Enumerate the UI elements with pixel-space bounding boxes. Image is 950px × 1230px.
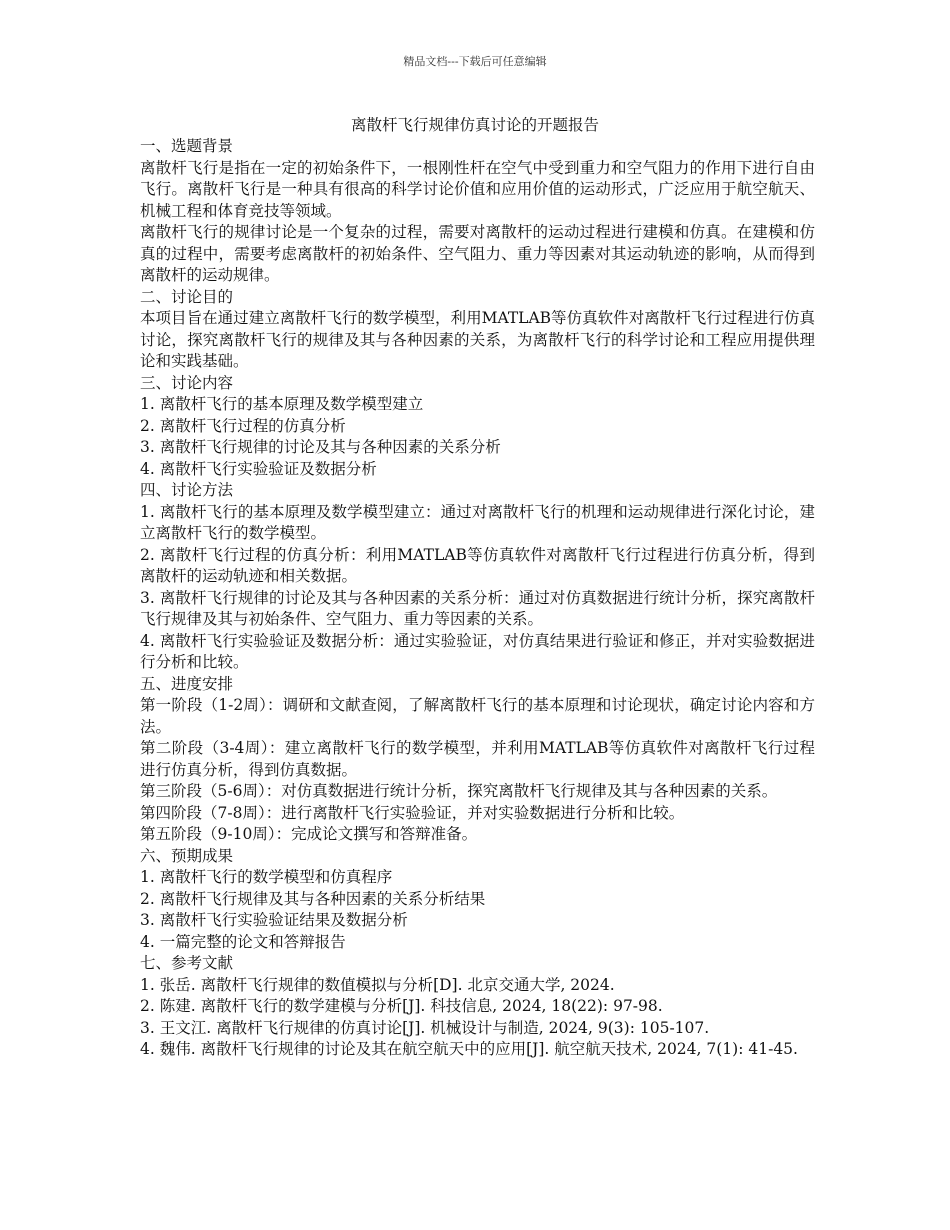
paragraph: 第四阶段（7-8周）：进行离散杆飞行实验验证，并对实验数据进行分析和比较。	[140, 803, 685, 822]
section-heading: 六、预期成果	[140, 846, 234, 865]
section-heading: 二、讨论目的	[140, 287, 234, 306]
section-heading: 五、进度安排	[140, 674, 234, 693]
paragraph: 2. 离散杆飞行过程的仿真分析	[140, 416, 346, 435]
paragraph: 第五阶段（9-10周）：完成论文撰写和答辩准备。	[140, 825, 478, 843]
section-heading: 七、参考文献	[140, 954, 234, 972]
paragraph: 1. 张岳. 离散杆飞行规律的数值模拟与分析[D]. 北京交通大学, 2024.	[140, 975, 615, 994]
paragraph: 本项目旨在通过建立离散杆飞行的数学模型，利用MATLAB等仿真软件对离散杆飞行过程进行仿真讨论，探究离散杆飞行的规律及其与各种因素的关系，为离散杆飞行的科学讨论和工程应用提供理论和实践基础。	[140, 309, 815, 370]
paragraph: 4. 一篇完整的论文和答辩报告	[140, 932, 346, 951]
section-heading: 四、讨论方法	[140, 481, 234, 499]
page-header: 精品文档---下载后可任意编辑	[403, 55, 547, 68]
paragraph: 3. 离散杆飞行规律的讨论及其与各种因素的关系分析	[140, 438, 501, 456]
section-heading: 一、选题背景	[140, 137, 234, 155]
section-heading: 三、讨论内容	[140, 373, 234, 392]
paragraph: 4. 魏伟. 离散杆飞行规律的讨论及其在航空航天中的应用[J]. 航空航天技术, 2024, 7(1): 41-45.	[140, 1040, 798, 1058]
paragraph: 离散杆飞行的规律讨论是一个复杂的过程，需要对离散杆的运动过程进行建模和仿真。在建模和仿真的过程中，需要考虑离散杆的初始条件、空气阻力、重力等因素对其运动轨迹的影响，从而得到离散杆的运动规律。	[140, 223, 815, 284]
paragraph: 4. 离散杆飞行实验验证及数据分析	[140, 459, 377, 478]
paragraph: 1. 离散杆飞行的基本原理及数学模型建立	[140, 395, 424, 413]
paragraph: 3. 离散杆飞行规律的讨论及其与各种因素的关系分析：通过对仿真数据进行统计分析，探究离散杆飞行规律及其与初始条件、空气阻力、重力等因素的关系。	[140, 588, 815, 628]
paragraph: 2. 陈建. 离散杆飞行的数学建模与分析[J]. 科技信息, 2024, 18(22): 97-98.	[140, 997, 663, 1015]
paragraph: 3. 王文江. 离散杆飞行规律的仿真讨论[J]. 机械设计与制造, 2024, 9(3): 105-107.	[140, 1018, 710, 1037]
paragraph: 2. 离散杆飞行规律及其与各种因素的关系分析结果	[140, 889, 486, 908]
paragraph: 第二阶段（3-4周）：建立离散杆飞行的数学模型，并利用MATLAB等仿真软件对离散杆飞行过程进行仿真分析，得到仿真数据。	[140, 739, 815, 779]
paragraph: 3. 离散杆飞行实验验证结果及数据分析	[140, 911, 408, 929]
paragraph: 第三阶段（5-6周）：对仿真数据进行统计分析，探究离散杆飞行规律及其与各种因素的关系。	[140, 782, 778, 800]
paragraph: 第一阶段（1-2周）：调研和文献查阅，了解离散杆飞行的基本原理和讨论现状，确定讨论内容和方法。	[140, 696, 815, 736]
paragraph: 2. 离散杆飞行过程的仿真分析：利用MATLAB等仿真软件对离散杆飞行过程进行仿真分析，得到离散杆的运动轨迹和相关数据。	[140, 545, 815, 585]
document-title: 离散杆飞行规律仿真讨论的开题报告	[350, 116, 599, 134]
document-body	[140, 136, 815, 1061]
paragraph: 4. 离散杆飞行实验验证及数据分析：通过实验验证，对仿真结果进行验证和修正，并对实验数据进行分析和比较。	[140, 631, 815, 671]
paragraph: 1. 离散杆飞行的数学模型和仿真程序	[140, 868, 393, 886]
paragraph: 1. 离散杆飞行的基本原理及数学模型建立：通过对离散杆飞行的机理和运动规律进行深化讨论，建立离散杆飞行的数学模型。	[140, 502, 815, 542]
paragraph: 离散杆飞行是指在一定的初始条件下，一根刚性杆在空气中受到重力和空气阻力的作用下进行自由飞行。离散杆飞行是一种具有很高的科学讨论价值和应用价值的运动形式，广泛应用于航空航天、机械工程和体育竞技等领域。	[140, 158, 815, 220]
